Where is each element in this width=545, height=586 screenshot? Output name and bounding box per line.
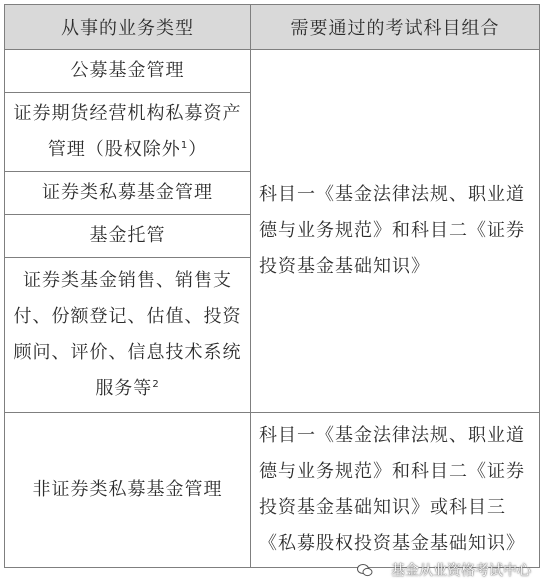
business-text: 证券期货经营机构私募资产管理（股权除外 bbox=[13, 103, 242, 160]
business-securities-private-fund: 证券类私募基金管理 bbox=[5, 172, 251, 215]
business-securities-futures-private-am bbox=[5, 93, 251, 172]
footnote-mark-1: 1 bbox=[180, 140, 189, 151]
wechat-icon bbox=[357, 563, 373, 577]
business-non-securities-private-fund: 非证券类私募基金管理 bbox=[5, 413, 251, 568]
exam-group-2: 科目一《基金法律法规、职业道德与业务规范》和科目二《证券投资基金基础知识》或科目三《私募股权投资基金基础知识》 bbox=[251, 413, 540, 568]
footnote-mark-2: 2 bbox=[152, 379, 160, 390]
header-row bbox=[5, 5, 540, 50]
business-fund-sales-services bbox=[5, 258, 251, 413]
table-row bbox=[5, 413, 540, 568]
header-business-type: 从事的业务类型 bbox=[5, 5, 251, 50]
watermark-text: 基金从业资格考试中心 bbox=[391, 563, 531, 579]
header-exam-combination: 需要通过的考试科目组合 bbox=[251, 5, 540, 50]
exam-group-1: 科目一《基金法律法规、职业道德与业务规范》和科目二《证券投资基金基础知识》 bbox=[251, 50, 540, 413]
business-public-fund-management: 公募基金管理 bbox=[5, 50, 251, 93]
table-row bbox=[5, 50, 540, 93]
business-fund-custody: 基金托管 bbox=[5, 215, 251, 258]
closing-paren: ） bbox=[188, 139, 208, 160]
exam-requirements-table bbox=[4, 4, 540, 568]
business-text: 证券类基金销售、销售支付、份额登记、估值、投资顾问、评价、信息技术系统服务等 bbox=[13, 270, 242, 399]
